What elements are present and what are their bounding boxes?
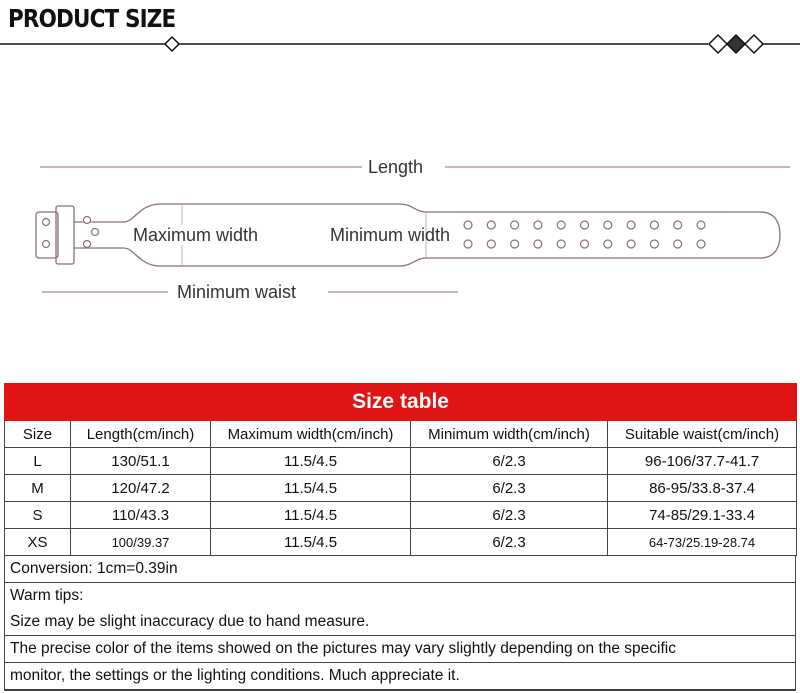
table-cell: L <box>5 448 71 475</box>
column-header: Maximum width(cm/inch) <box>211 421 411 448</box>
column-header: Size <box>5 421 71 448</box>
table-cell: M <box>5 475 71 502</box>
diamond-icon <box>165 37 179 51</box>
belt-hole <box>604 240 612 248</box>
belt-hole <box>650 221 658 229</box>
belt-hole <box>697 240 705 248</box>
table-cell: 11.5/4.5 <box>211 475 411 502</box>
table-cell: 110/43.3 <box>71 502 211 529</box>
table-cell: 86-95/33.8-37.4 <box>608 475 797 502</box>
table-cell: XS <box>5 529 71 556</box>
table-cell: 6/2.3 <box>411 475 608 502</box>
table-cell: 100/39.37 <box>71 529 211 556</box>
note-line: Size may be slight inaccuracy due to hand measure. <box>5 609 795 636</box>
table-cell: 130/51.1 <box>71 448 211 475</box>
size-table <box>4 383 797 556</box>
minimum-waist-label: Minimum waist <box>177 282 297 302</box>
table-cell: 6/2.3 <box>411 502 608 529</box>
table-cell: 64-73/25.19-28.74 <box>608 529 797 556</box>
belt-hole <box>464 221 472 229</box>
notes-block <box>4 556 796 691</box>
belt-hole <box>627 221 635 229</box>
maximum-width-label: Maximum width <box>133 225 259 245</box>
note-line: monitor, the settings or the lighting conditions. Much appreciate it. <box>5 663 795 690</box>
page-title: PRODUCT SIZE <box>8 4 176 33</box>
column-header: Suitable waist(cm/inch) <box>608 421 797 448</box>
length-label: Length <box>368 157 424 177</box>
table-row <box>5 448 797 475</box>
table-row <box>5 502 797 529</box>
belt-hole <box>487 240 495 248</box>
belt-diagram <box>0 140 800 310</box>
belt-hole <box>697 221 705 229</box>
diamond-filled-icon <box>727 35 745 53</box>
belt-hole <box>674 221 682 229</box>
belt-hole <box>581 221 589 229</box>
belt-hole <box>511 221 519 229</box>
belt-hole <box>557 240 565 248</box>
conversion-note: Conversion: 1cm=0.39in <box>5 556 795 583</box>
table-cell: 11.5/4.5 <box>211 529 411 556</box>
belt-hole <box>487 221 495 229</box>
belt-hole <box>511 240 519 248</box>
table-cell: 11.5/4.5 <box>211 502 411 529</box>
minimum-width-label: Minimum width <box>330 225 451 245</box>
column-header: Length(cm/inch) <box>71 421 211 448</box>
table-cell: S <box>5 502 71 529</box>
warm-tips-heading: Warm tips: <box>10 587 84 604</box>
table-cell: 120/47.2 <box>71 475 211 502</box>
diamond-icon <box>745 35 763 53</box>
belt-hole <box>534 240 542 248</box>
belt-hole <box>650 240 658 248</box>
table-cell: 11.5/4.5 <box>211 448 411 475</box>
diamond-icon <box>709 35 727 53</box>
table-cell: 74-85/29.1-33.4 <box>608 502 797 529</box>
belt-hole <box>464 240 472 248</box>
table-cell: 6/2.3 <box>411 448 608 475</box>
table-header-row <box>5 421 797 448</box>
note-line: The precise color of the items showed on the pictures may vary slightly depending on the specific <box>5 636 795 663</box>
table-row <box>5 475 797 502</box>
size-table-title: Size table <box>5 384 797 421</box>
table-row <box>5 529 797 556</box>
size-table-section <box>4 383 796 683</box>
belt-hole <box>604 221 612 229</box>
table-cell: 96-106/37.7-41.7 <box>608 448 797 475</box>
belt-hole <box>557 221 565 229</box>
column-header: Minimum width(cm/inch) <box>411 421 608 448</box>
table-cell: 6/2.3 <box>411 529 608 556</box>
belt-hole <box>627 240 635 248</box>
belt-hole <box>581 240 589 248</box>
belt-hole <box>534 221 542 229</box>
belt-hole <box>674 240 682 248</box>
